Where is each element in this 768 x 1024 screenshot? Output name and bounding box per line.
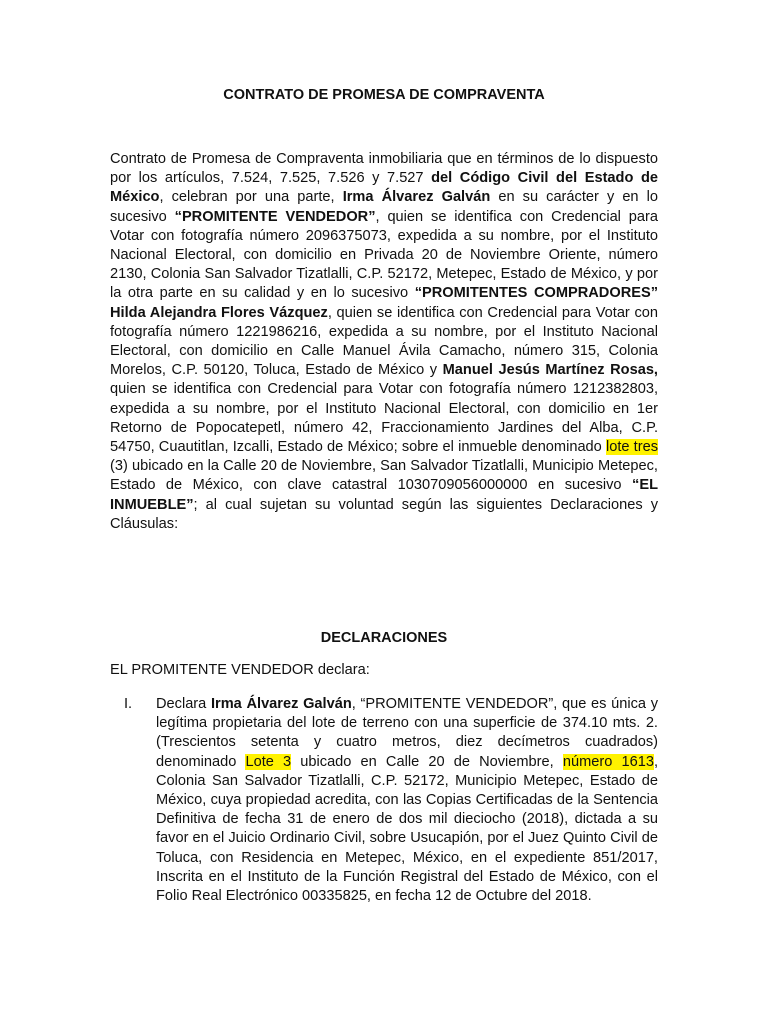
highlight-lote-tres: lote tres bbox=[605, 439, 658, 456]
intro-text-5: , quien se identifica con Credencial para Votar con fotografía número 1221986216, expedida a su nombre, por el Instituto Nacional Electoral, con domicilio en Calle Manuel Ávila Camacho, número 315, Colonia Morelos, C.P. 50120, Toluca, Estado de México y bbox=[110, 304, 658, 379]
buyers-role-and-name: “PROMITENTES COMPRADORES” Hilda Alejandra Flores Vázquez bbox=[110, 285, 658, 321]
document-title: CONTRATO DE PROMESA DE COMPRAVENTA bbox=[223, 87, 545, 103]
property-term: “EL INMUEBLE” bbox=[110, 477, 658, 513]
vendor-declares-line: EL PROMITENTE VENDEDOR declara: bbox=[110, 662, 370, 678]
intro-text-4: , quien se identifica con Credencial para Votar con fotografía número 2096375073, expedida a su nombre, por el Instituto Nacional Electoral, con domicilio en Privada 20 de Noviembre Oriente, número 2130, Colonia San Salvador Tizatlalli, C.P. 52172, Metepec, Estado de México, y por la otra parte en su calidad y en lo sucesivo bbox=[110, 208, 659, 302]
intro-text-2: , celebran por una parte, bbox=[159, 189, 343, 206]
declaration-text bbox=[156, 695, 658, 906]
declarations-heading: DECLARACIONES bbox=[320, 630, 448, 646]
intro-text-1: Contrato de Promesa de Compraventa inmobiliaria que en términos de lo dispuesto por los artículos, 7.524, 7.525, 7.526 y 7.527 bbox=[110, 151, 658, 187]
seller-role: “PROMITENTE VENDEDOR” bbox=[174, 208, 376, 225]
intro-text-6: quien se identifica con Credencial para Votar con fotografía número 1212382803, expedida a su nombre, por el Instituto Nacional Electoral, con domicilio en 1er Retorno de Popocatepetl, número 42, Fraccionamiento Jardines del Alba, C.P. 54750, Cuautitlan, Izcalli, Estado de México; sobre el inmueble denominado bbox=[110, 381, 658, 456]
intro-paragraph bbox=[110, 150, 658, 534]
decl-text-3: ubicado en Calle 20 de Noviembre, bbox=[291, 753, 563, 770]
intro-text-3: en su carácter y en lo sucesivo bbox=[110, 189, 658, 225]
declaration-item bbox=[110, 695, 658, 906]
intro-text-8: ; al cual sujetan su voluntad según las siguientes Declaraciones y Cláusulas: bbox=[110, 496, 658, 532]
second-buyer-name: Manuel Jesús Martínez Rosas, bbox=[442, 362, 658, 379]
decl-text-2: , “PROMITENTE VENDEDOR”, que es única y legítima propietaria del lote de terreno con una superficie de 374.10 mts. 2. (Trescientos setenta y cuatro metros, diez decímetros cuadrados) denominado bbox=[156, 696, 658, 770]
intro-bold-code: del Código Civil del Estado de México bbox=[110, 170, 658, 206]
seller-name: Irma Álvarez Galván bbox=[342, 189, 491, 206]
intro-text-7: (3) ubicado en la Calle 20 de Noviembre, San Salvador Tizatlalli, Municipio Metepec, Estado de México, con clave catastral 1030709056000000 en sucesivo bbox=[110, 458, 658, 494]
highlight-lote-3: Lote 3 bbox=[245, 753, 292, 770]
declaration-numeral: I. bbox=[124, 696, 133, 712]
highlight-numero-1613: número 1613 bbox=[562, 753, 654, 770]
decl-text-4: , Colonia San Salvador Tizatlalli, C.P. 52172, Municipio Metepec, Estado de México, cuya propiedad acredita, con las Copias Certificadas de la Sentencia Definitiva de fecha 31 de enero de dos mil dieciocho (2018), dictada a su favor en el Juicio Ordinario Civil, sobre Usucapión, por el Juez Quinto Civil de Toluca, con Residencia en Metepec, México, en el expediente 851/2017, Inscrita en el Instituto de la Función Registral del Estado de México, con el Folio Real Electrónico 00335825, en fecha 12 de Octubre del 2018. bbox=[156, 753, 658, 905]
decl-seller-name: Irma Álvarez Galván bbox=[210, 696, 352, 712]
decl-text-1: Declara bbox=[156, 696, 211, 712]
